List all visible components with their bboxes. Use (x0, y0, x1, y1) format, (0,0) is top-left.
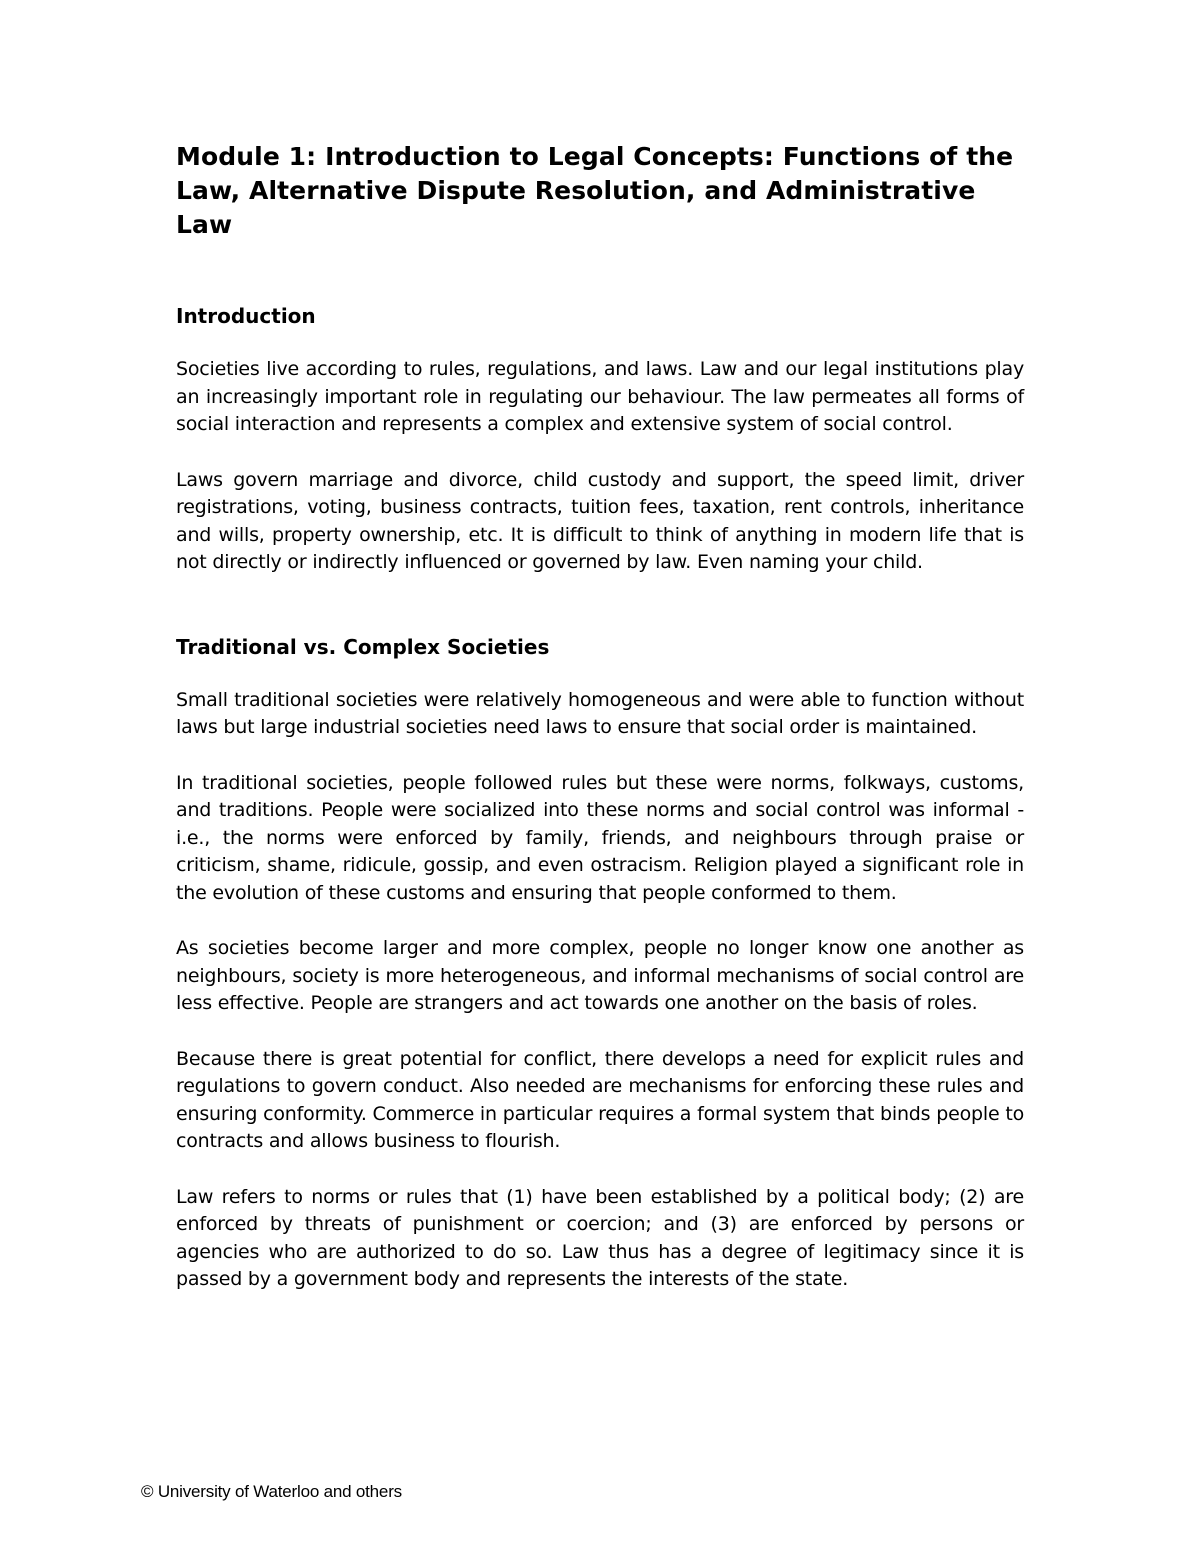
section-introduction (176, 302, 1024, 577)
paragraph: Because there is great potential for conflict, there develops a need for explicit rules and regulations to govern conduct. Also needed are mechanisms for enforcing these rules and ensuring conformity. Commerce in particular requires a formal system that binds people to contracts and allows business to flourish. (176, 1047, 1024, 1152)
paragraph: Small traditional societies were relatively homogeneous and were able to function without laws but large industrial societies need laws to ensure that social order is maintained. (176, 688, 1024, 738)
document-body (176, 140, 1024, 1294)
section-heading-introduction: Introduction (176, 304, 316, 328)
section-heading-traditional-vs-complex: Traditional vs. Complex Societies (176, 634, 550, 659)
paragraph: Laws govern marriage and divorce, child custody and support, the speed limit, driver registrations, voting, business contracts, tuition fees, taxation, rent controls, inheritance and wills, property ownership, etc. It is difficult to think of anything in modern life that is not directly or indirectly influenced or governed by law. Even naming your child. (176, 468, 1024, 573)
paragraph: Law refers to norms or rules that (1) have been established by a political body; (2) are enforced by threats of punishment or coercion; and (3) are enforced by persons or agencies who are authorized to do so. Law thus has a degree of legitimacy since it is passed by a government body and represents the interests of the state. (176, 1185, 1024, 1290)
paragraph: In traditional societies, people followed rules but these were norms, folkways, customs, and traditions. People were socialized into these norms and social control was informal - i.e., the norms were enforced by family, friends, and neighbours through praise or criticism, shame, ridicule, gossip, and even ostracism. Religion played a significant role in the evolution of these customs and ensuring that people conformed to them. (176, 771, 1024, 904)
page-title: Module 1: Introduction to Legal Concepts: Functions of the Law, Alternative Dispute Resolution, and Administrative Law (176, 142, 1014, 239)
section-traditional-vs-complex (176, 633, 1024, 1294)
paragraph: Societies live according to rules, regulations, and laws. Law and our legal institutions play an increasingly important role in regulating our behaviour. The law permeates all forms of social interaction and represents a complex and extensive system of social control. (176, 358, 1024, 435)
copyright-footer: © University of Waterloo and others (141, 1482, 402, 1501)
paragraph: As societies become larger and more complex, people no longer know one another as neighbours, society is more heterogeneous, and informal mechanisms of social control are less effective. People are strangers and act towards one another on the basis of roles. (176, 937, 1024, 1014)
